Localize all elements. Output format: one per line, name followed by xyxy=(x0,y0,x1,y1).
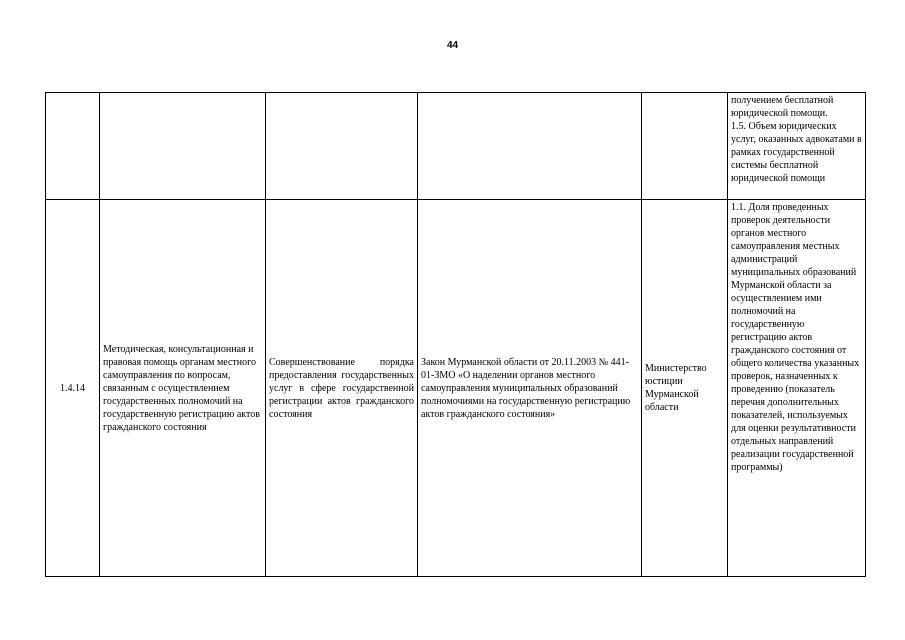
cell-activity: Методическая, консультационная и правовая помощь органам местного самоуправления по вопросам, связанным с осуществлением государственных полномочий на государственную регистрацию актов гражданского состояния xyxy=(100,200,266,577)
cell-goal: Совершенствование порядка предоставления государственных услуг в сфере государственной регистрации актов гражданского состояния xyxy=(266,200,418,577)
program-activities-table xyxy=(45,92,866,577)
cell-executor xyxy=(642,93,728,200)
table-row xyxy=(46,200,866,577)
cell-indicators: получением бесплатной юридической помощи. 1.5. Объем юридических услуг, оказанных адвокатами в рамках государственной системы бесплатной юридической помощи xyxy=(728,93,866,200)
cell-number: 1.4.14 xyxy=(46,200,100,577)
cell-indicators: 1.1. Доля проведенных проверок деятельности органов местного самоуправления местных администраций муниципальных образований Мурманской области за осуществлением ими полномочий на государственную регистрацию актов гражданского состояния от общего количества указанных проверок, назначенных к проведению (показатель перечня дополнительных показателей, используемых для оценки результативности отдельных направлений реализации государственной программы) xyxy=(728,200,866,577)
cell-executor: Министерство юстиции Мурманской области xyxy=(642,200,728,577)
cell-legal-basis: Закон Мурманской области от 20.11.2003 № 441-01-ЗМО «О наделении органов местного самоуправления муниципальных образований полномочиями на государственную регистрацию актов гражданского состояния» xyxy=(418,200,642,577)
cell-activity xyxy=(100,93,266,200)
cell-goal xyxy=(266,93,418,200)
cell-number xyxy=(46,93,100,200)
table-row xyxy=(46,93,866,200)
page-number: 44 xyxy=(446,40,459,51)
cell-legal-basis xyxy=(418,93,642,200)
